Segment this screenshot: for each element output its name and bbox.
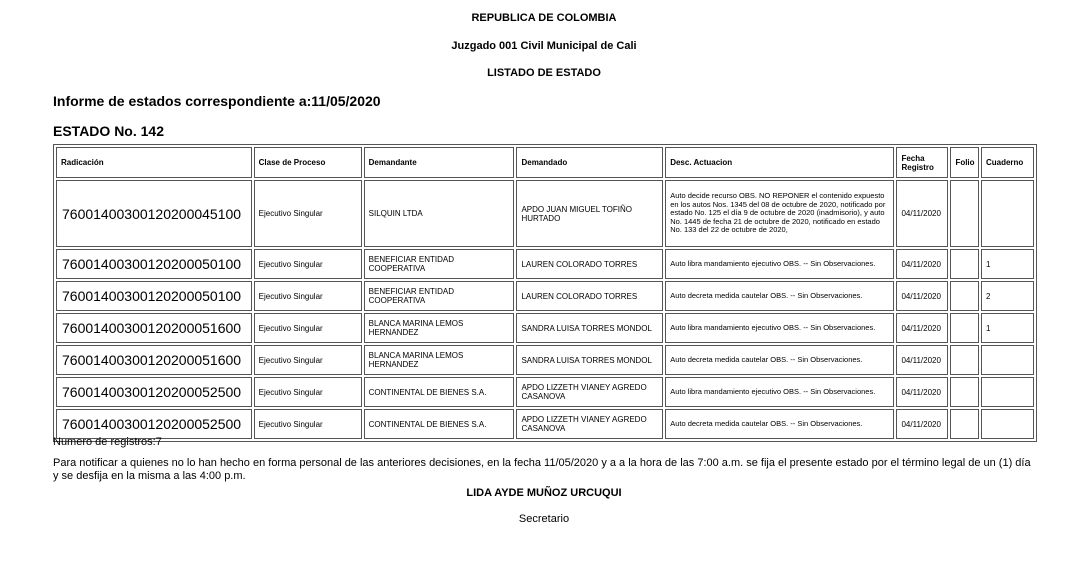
signatory-name: LIDA AYDE MUÑOZ URCUQUI [466,487,622,499]
cell-cuaderno [981,345,1034,375]
cell-radicacion: 76001400300120200052500 [56,377,252,407]
cell-desc: Auto decreta medida cautelar OBS. -- Sin Observaciones. [665,281,894,311]
cell-folio [950,281,979,311]
header-country: REPUBLICA DE COLOMBIA [471,12,617,24]
cell-demandado: SANDRA LUISA TORRES MONDOL [516,313,663,343]
col-header-desc: Desc. Actuacion [665,147,894,178]
cell-demandante: CONTINENTAL DE BIENES S.A. [364,377,515,407]
cell-desc: Auto decreta medida cautelar OBS. -- Sin Observaciones. [665,345,894,375]
col-header-radicacion: Radicación [56,147,252,178]
cell-radicacion: 76001400300120200052500 [56,409,252,439]
col-header-fecha: Fecha Registro [896,147,948,178]
cell-demandado: LAUREN COLORADO TORRES [516,281,663,311]
col-header-clase: Clase de Proceso [254,147,362,178]
header-court: Juzgado 001 Civil Municipal de Cali [451,40,637,52]
table-row [56,281,1034,311]
cell-fecha: 04/11/2020 [896,377,948,407]
col-header-demandado: Demandado [516,147,663,178]
table-row [56,180,1034,247]
estado-number: ESTADO No. 142 [53,123,164,139]
cell-desc: Auto decide recurso OBS. NO REPONER el contenido expuesto en los autos Nos. 1345 del 08 de octubre de 2020, notificado por estado No. 125 el día 9 de octubre de 2020 (inadmisorio), y auto No. 1445 de fecha 21 de octubre de 2020, notificado en estado No. 133 del 22 de octubre de 2020, [665,180,894,247]
cell-cuaderno: 1 [981,249,1034,279]
cell-clase: Ejecutivo Singular [254,377,362,407]
cell-fecha: 04/11/2020 [896,409,948,439]
cell-radicacion: 76001400300120200050100 [56,281,252,311]
records-table [53,144,1037,442]
cell-fecha: 04/11/2020 [896,281,948,311]
cell-demandado: APDO LIZZETH VIANEY AGREDO CASANOVA [516,377,663,407]
cell-folio [950,409,979,439]
cell-radicacion: 76001400300120200051600 [56,345,252,375]
cell-cuaderno: 1 [981,313,1034,343]
cell-fecha: 04/11/2020 [896,180,948,247]
cell-radicacion: 76001400300120200051600 [56,313,252,343]
cell-clase: Ejecutivo Singular [254,409,362,439]
cell-cuaderno: 2 [981,281,1034,311]
cell-cuaderno [981,180,1034,247]
cell-folio [950,345,979,375]
col-header-folio: Folio [950,147,979,178]
notification-paragraph: Para notificar a quienes no lo han hecho en forma personal de las anteriores decisiones, en la fecha 11/05/2020 y a a la hora de las 7:00 a.m. se fija el presente estado por el término legal de un (1) día y se desfija en la misma a las 4:00 p.m. [53,457,1031,482]
col-header-cuaderno: Cuaderno [981,147,1034,178]
cell-folio [950,313,979,343]
cell-demandante: BLANCA MARINA LEMOS HERNANDEZ [364,345,515,375]
signatory-title: Secretario [518,513,570,525]
cell-clase: Ejecutivo Singular [254,180,362,247]
report-date-heading: Informe de estados correspondiente a:11/05/2020 [53,93,381,109]
cell-demandado: LAUREN COLORADO TORRES [516,249,663,279]
table-header-row [56,147,1034,178]
cell-radicacion: 76001400300120200045100 [56,180,252,247]
cell-desc: Auto decreta medida cautelar OBS. -- Sin Observaciones. [665,409,894,439]
table-row [56,249,1034,279]
cell-demandado: APDO LIZZETH VIANEY AGREDO CASANOVA [516,409,663,439]
cell-demandado: APDO JUAN MIGUEL TOFIÑO HURTADO [516,180,663,247]
record-count: Numero de registros:7 [53,436,162,448]
cell-desc: Auto libra mandamiento ejecutivo OBS. -- Sin Observaciones. [665,313,894,343]
cell-demandante: BENEFICIAR ENTIDAD COOPERATIVA [364,249,515,279]
cell-demandante: SILQUIN LTDA [364,180,515,247]
cell-fecha: 04/11/2020 [896,249,948,279]
cell-demandante: BLANCA MARINA LEMOS HERNANDEZ [364,313,515,343]
table-row [56,345,1034,375]
cell-fecha: 04/11/2020 [896,345,948,375]
cell-fecha: 04/11/2020 [896,313,948,343]
header-list-title: LISTADO DE ESTADO [487,67,601,79]
cell-clase: Ejecutivo Singular [254,281,362,311]
cell-cuaderno [981,409,1034,439]
cell-demandante: CONTINENTAL DE BIENES S.A. [364,409,515,439]
cell-demandante: BENEFICIAR ENTIDAD COOPERATIVA [364,281,515,311]
cell-demandado: SANDRA LUISA TORRES MONDOL [516,345,663,375]
cell-folio [950,377,979,407]
cell-desc: Auto libra mandamiento ejecutivo OBS. -- Sin Observaciones. [665,377,894,407]
cell-folio [950,180,979,247]
cell-clase: Ejecutivo Singular [254,345,362,375]
table-row [56,409,1034,439]
table-row [56,377,1034,407]
cell-desc: Auto libra mandamiento ejecutivo OBS. -- Sin Observaciones. [665,249,894,279]
col-header-demandante: Demandante [364,147,515,178]
cell-clase: Ejecutivo Singular [254,313,362,343]
cell-cuaderno [981,377,1034,407]
cell-folio [950,249,979,279]
cell-radicacion: 76001400300120200050100 [56,249,252,279]
cell-clase: Ejecutivo Singular [254,249,362,279]
table-row [56,313,1034,343]
